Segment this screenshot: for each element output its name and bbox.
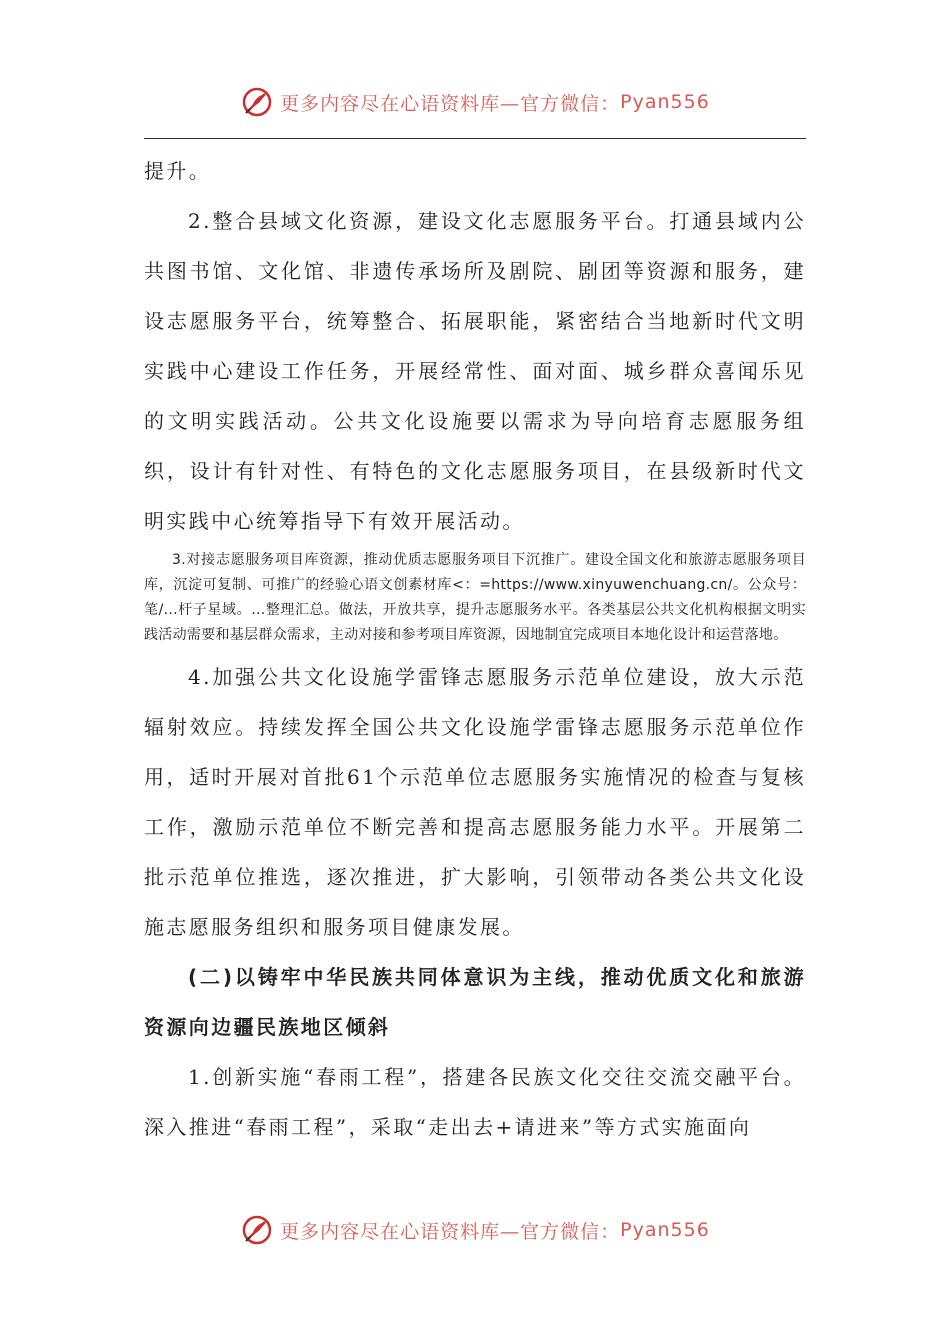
document-body <box>144 146 806 1152</box>
watermark-text: 更多内容尽在心语资料库—官方微信： <box>280 92 621 115</box>
watermark-id: Pyan556 <box>620 1219 710 1241</box>
paragraph-continuation: 提升。 <box>144 159 212 183</box>
quill-logo-icon <box>240 1213 274 1247</box>
watermark-text: 更多内容尽在心语资料库—官方微信： <box>280 1220 621 1243</box>
paragraph-item-4: 4.加强公共文化设施学雷锋志愿服务示范单位建设，放大示范辐射效应。持续发挥全国公共文化设施学雷锋志愿服务示范单位作用，适时开展对首批61个示范单位志愿服务实施情况的检查与复核工作，激励示范单位不断完善和提高志愿服务能力水平。开展第二批示范单位推选，逐次推进，扩大影响，引领带动各类公共文化设施志愿服务组织和服务项目健康发展。 <box>144 665 806 939</box>
watermark-banner-bottom <box>0 1208 950 1252</box>
quill-logo-icon <box>240 85 274 119</box>
paragraph-item-1: 1.创新实施“春雨工程”，搭建各民族文化交往交流交融平台。深入推进“春雨工程”，采取“走出去+请进来”等方式实施面向 <box>144 1065 806 1139</box>
paragraph-item-3: 3.对接志愿服务项目库资源，推动优质志愿服务项目下沉推广。建设全国文化和旅游志愿服务项目库，沉淀可复制、可推广的经验心语文创素材库<：=https://www.xinyuwenchuang.cn/。公众号：笔/...杆子星域。…整理汇总。做法，开放共享，提升志愿服务水平。各类基层公共文化机构根据文明实践活动需要和基层群众需求，主动对接和参考项目库资源，因地制宜完成项目本地化设计和运营落地。 <box>144 552 806 643</box>
header-rule <box>144 138 806 139</box>
paragraph-item-2: 2.整合县域文化资源，建设文化志愿服务平台。打通县域内公共图书馆、文化馆、非遗传承场所及剧院、剧团等资源和服务，建设志愿服务平台，统筹整合、拓展职能，紧密结合当地新时代文明实践中心建设工作任务，开展经常性、面对面、城乡群众喜闻乐见的文明实践活动。公共文化设施要以需求为导向培育志愿服务组织，设计有针对性、有特色的文化志愿服务项目，在县级新时代文明实践中心统筹指导下有效开展活动。 <box>144 209 806 533</box>
section-heading-2: (二)以铸牢中华民族共同体意识为主线，推动优质文化和旅游资源向边疆民族地区倾斜 <box>144 965 806 1039</box>
watermark-banner-top <box>0 80 950 124</box>
watermark-id: Pyan556 <box>620 91 710 113</box>
